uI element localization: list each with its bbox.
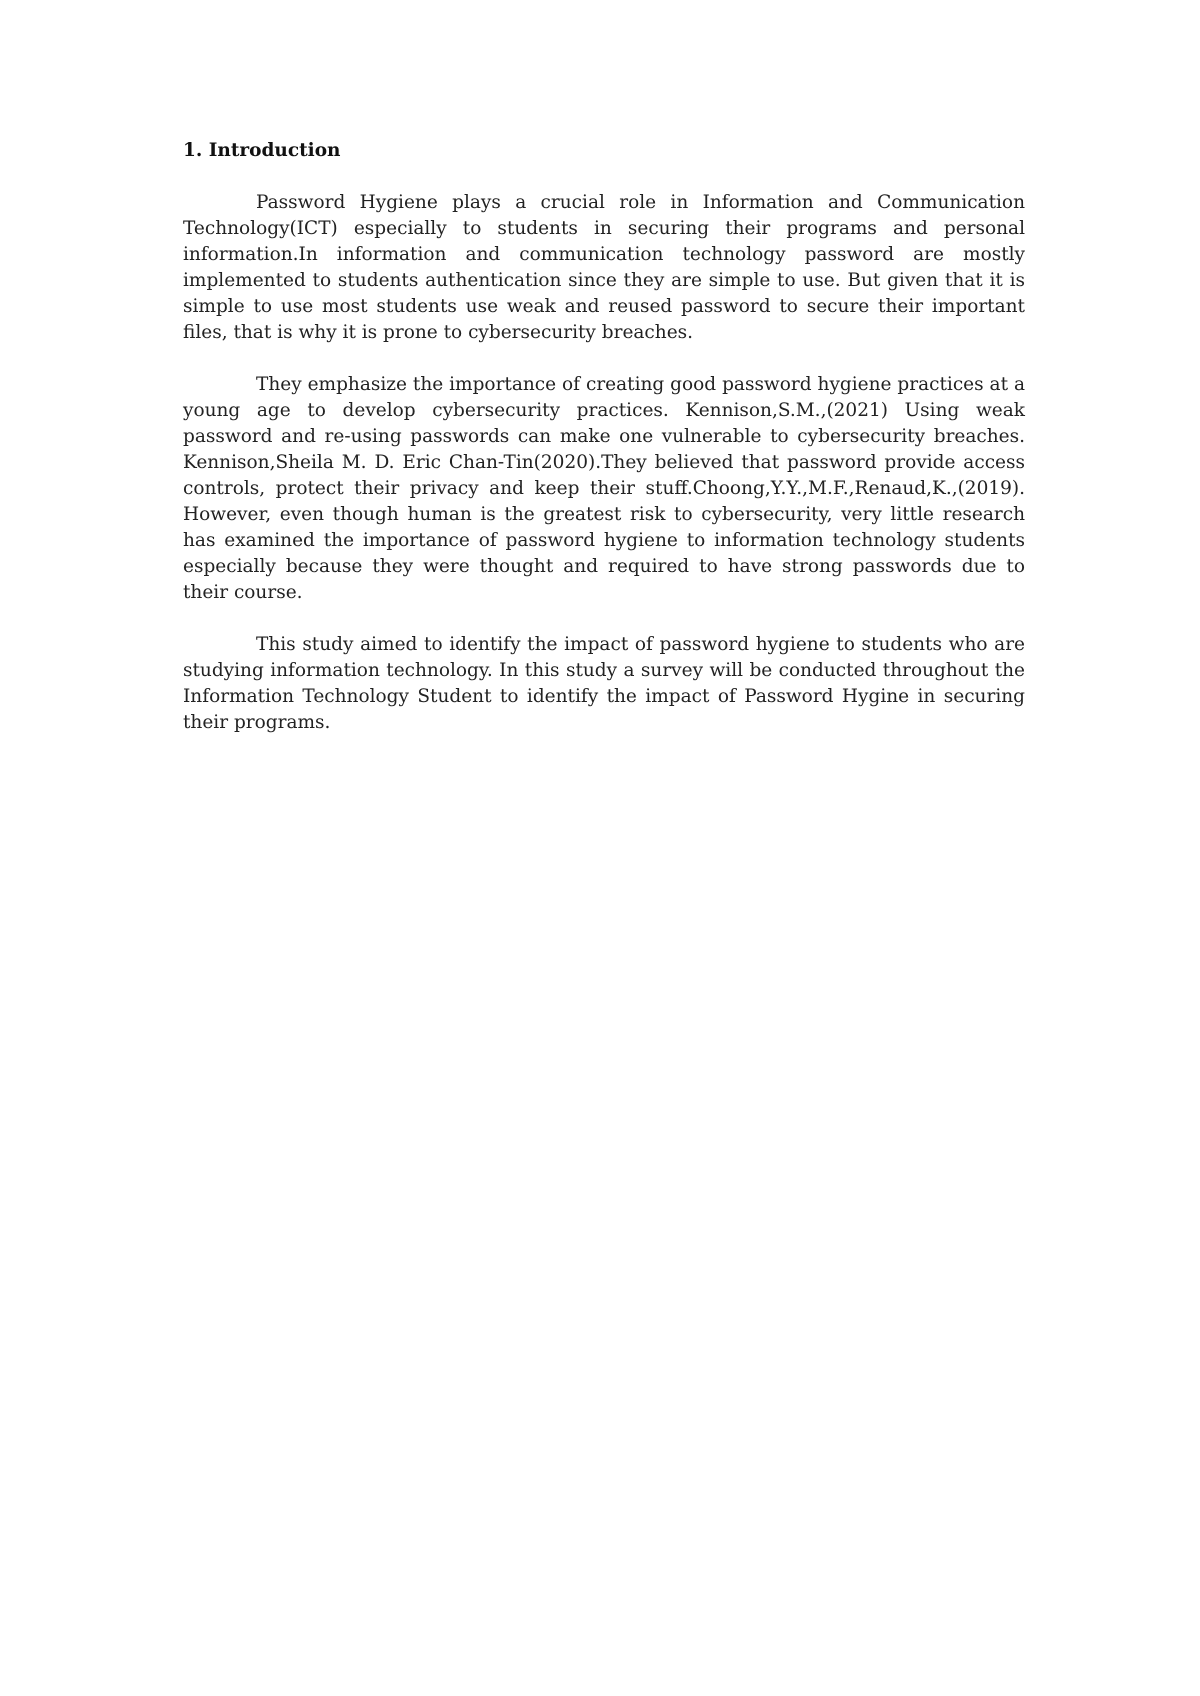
paragraph-2: They emphasize the importance of creating good password hygiene practices at a young age to develop cybersecurity practices. Kennison,S.M.,(2021) Using weak password and re-using passwords can make one vulnerable to cybersecurity breaches. Kennison,Sheila M. D. Eric Chan-Tin(2020).They believed that password provide access controls, protect their privacy and keep their stuff.Choong,Y.Y.,M.F.,Renaud,K.,(2019). However, even though human is the greatest risk to cybersecurity, very little research has examined the importance of password hygiene to information technology students especially because they were thought and required to have strong passwords due to their course.: [183, 374, 1025, 603]
section-heading: 1. Introduction: [183, 140, 341, 161]
paragraph-1: Password Hygiene plays a crucial role in Information and Communication Technology(ICT) especially to students in securing their programs and personal information.In information and communication technology password are mostly implemented to students authentication since they are simple to use. But given that it is simple to use most students use weak and reused password to secure their important files, that is why it is prone to cybersecurity breaches.: [183, 192, 1025, 343]
paragraph-3: This study aimed to identify the impact of password hygiene to students who are studying information technology. In this study a survey will be conducted throughout the Information Technology Student to identify the impact of Password Hygine in securing their programs.: [183, 634, 1025, 733]
document-body: [183, 138, 1025, 762]
